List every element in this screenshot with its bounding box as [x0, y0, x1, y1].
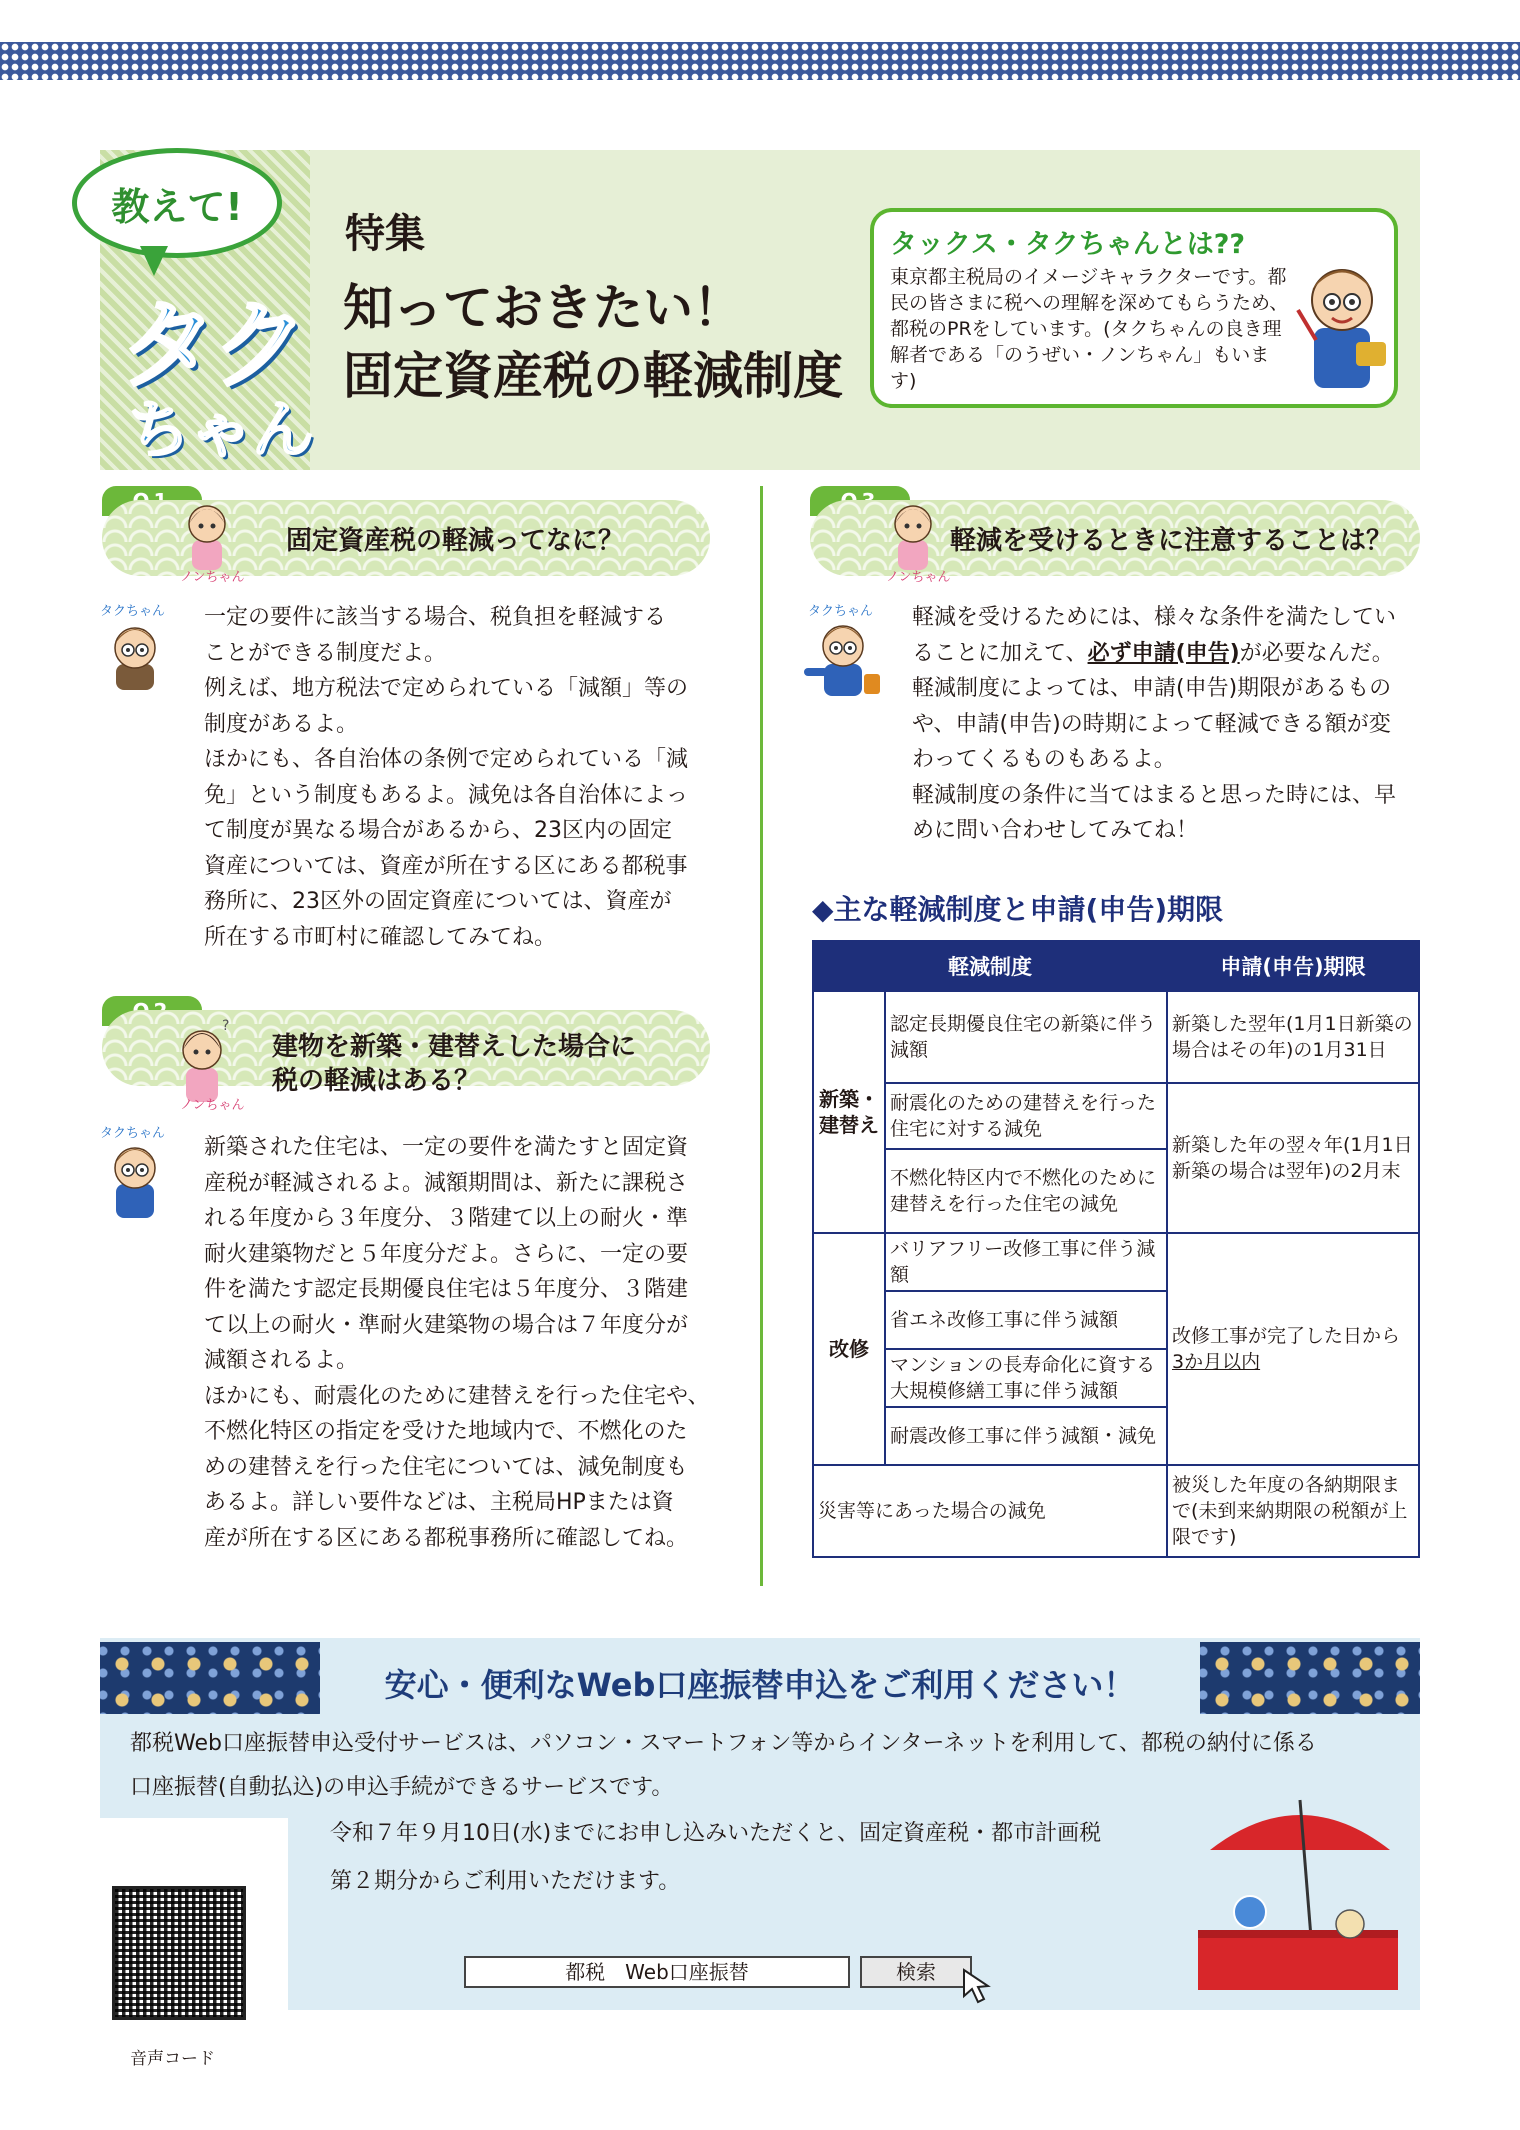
- q3-text: が必要なんだ。: [1239, 640, 1394, 666]
- table-cell: 被災した年度の各納期限まで(未到来納期限の税額が上限です): [1167, 1465, 1419, 1557]
- q1-line: 資産については、資産が所在する区にある都税事: [204, 853, 688, 879]
- column-divider: [760, 486, 763, 1586]
- q3-line: 軽減制度によっては、申請(申告)期限があるもの: [912, 676, 1392, 701]
- q1-line: ほかにも、各自治体の条例で定められている「減: [204, 747, 689, 772]
- search-button[interactable]: 検索: [860, 1956, 972, 1988]
- q3-emphasis: 必ず申請(申告): [1087, 640, 1240, 666]
- search-input[interactable]: 都税 Web口座振替: [464, 1956, 850, 1988]
- table-cell: 不燃化特区内で不燃化のために建替えを行った住宅の減免: [885, 1149, 1167, 1233]
- table-cell: マンションの長寿命化に資する大規模修繕工事に伴う減額: [885, 1349, 1167, 1407]
- taku-chan-label: タクちゃん: [808, 604, 874, 619]
- page-title-line1: 知っておきたい！: [343, 279, 743, 337]
- q2-line: れる年度から３年度分、３階建て以上の耐火・準: [204, 1206, 689, 1231]
- taku-chan-pointing-icon: [802, 618, 882, 698]
- q3-title: 軽減を受けるときに注意することは？: [950, 526, 1393, 556]
- non-chan-icon: [884, 494, 942, 574]
- q2-line: ほかにも、耐震化のために建替えを行った住宅や、: [204, 1383, 710, 1409]
- q3-line: 軽減制度の条件に当てはまると思った時には、早: [912, 782, 1397, 808]
- table-cell: 災害等にあった場合の減免: [813, 1465, 1167, 1557]
- table-cell: 耐震改修工事に伴う減額・減免: [885, 1407, 1167, 1465]
- q1-line: 免」という制度もあるよ。減免は各自治体によっ: [204, 782, 689, 808]
- table-cell: [1167, 1233, 1419, 1465]
- web-text-line2: 口座振替(自動払込)の申込手続ができるサービスです。: [130, 1775, 674, 1800]
- parasol-bench-illustration: [1190, 1790, 1410, 2000]
- q1-title: 固定資産税の軽減ってなに？: [286, 526, 625, 556]
- q3-answer: [912, 600, 1396, 849]
- category-reform: 改修: [813, 1233, 885, 1465]
- table-cell: 耐震化のための建替えを行った住宅に対する減免: [885, 1083, 1167, 1149]
- q3-line: めに問い合わせしてみてね！: [912, 818, 1199, 843]
- taku-chan-label: タクちゃん: [100, 604, 166, 619]
- q2-line: 新築された住宅は、一定の要件を満たすと固定資: [204, 1135, 689, 1160]
- character-info-box: [870, 208, 1398, 408]
- table-row: [813, 1465, 1419, 1557]
- q1-line: て制度が異なる場合があるから、23区内の固定: [204, 818, 672, 843]
- q2-title-line2: 税の軽減はある？: [272, 1066, 481, 1096]
- table-cell: 認定長期優良住宅の新築に伴う減額: [885, 991, 1167, 1083]
- taku-chan-label: タクちゃん: [100, 1126, 166, 1141]
- web-text-line4: 第２期分からご利用いただけます。: [330, 1869, 681, 1894]
- q1-line: ことができる制度だよ。: [204, 640, 447, 666]
- table-row: [813, 991, 1419, 1083]
- q2-line: 件を満たす認定長期優良住宅は５年度分、３階建: [204, 1277, 689, 1302]
- q1-line: 例えば、地方税法で定められている「減額」等の: [204, 676, 689, 701]
- feature-header: [100, 150, 1420, 470]
- deadline-text: 改修工事が完了した日から: [1172, 1325, 1401, 1347]
- q2-line: あるよ。詳しい要件などは、主税局HPまたは資: [204, 1490, 674, 1515]
- q1-line: 一定の要件に該当する場合、税負担を軽減する: [204, 605, 667, 630]
- svg-text:?: ?: [222, 1018, 230, 1034]
- table-row: [813, 1083, 1419, 1149]
- q3-line: わってくるものもあるよ。: [912, 747, 1176, 772]
- q3-line-emphasis: [912, 636, 1396, 672]
- q1-line: 務所に、23区外の固定資産については、資産が: [204, 889, 672, 914]
- page-title-line2: 固定資産税の軽減制度: [343, 347, 843, 405]
- table-cell: 新築した年の翌々年(1月1日新築の場合は翌年)の2月末: [1167, 1083, 1419, 1233]
- top-pattern-band: [0, 42, 1520, 80]
- speech-bubble: 教えて!: [72, 148, 282, 258]
- table-heading: ◆主な軽減制度と申請(申告)期限: [812, 893, 1224, 926]
- table-header-row: [813, 941, 1419, 991]
- q2-line: めの建替えを行った住宅については、減免制度も: [204, 1454, 688, 1480]
- feature-label: 特集: [345, 211, 425, 257]
- web-text-line1: 都税Web口座振替申込受付サービスは、パソコン・スマートフォン等からインターネットを利用して、都税の納付に係る: [130, 1731, 1317, 1756]
- taku-chan-icon: [104, 620, 166, 690]
- q1-line: 所在する市町村に確認してみてね。: [204, 924, 557, 950]
- floral-pattern-right: [1200, 1642, 1420, 1714]
- non-chan-label: ノンちゃん: [180, 570, 245, 585]
- cursor-arrow-icon: [960, 1966, 1004, 2010]
- q2-line: 減額されるよ。: [204, 1348, 359, 1373]
- q2-title-line1: 建物を新築・建替えした場合に: [272, 1032, 637, 1062]
- q2-line: 耐火建築物だと５年度分だよ。さらに、一定の要: [204, 1241, 689, 1267]
- q1-answer: [204, 600, 688, 955]
- web-panel-title: 安心・便利なWeb口座振替申込をご利用ください！: [384, 1666, 1136, 1704]
- floral-pattern-left: [100, 1642, 320, 1714]
- info-title: タックス・タクちゃんとは??: [890, 229, 1246, 260]
- table-cell: 新築した翌年(1月1日新築の場合はその年)の1月31日: [1167, 991, 1419, 1083]
- reduction-table: [812, 940, 1420, 1558]
- q3-line: 軽減を受けるためには、様々な条件を満たしてい: [912, 605, 1397, 630]
- non-chan-label: ノンちゃん: [886, 570, 951, 585]
- table-cell: 省エネ改修工事に伴う減額: [885, 1291, 1167, 1349]
- taku-chan-pointing-icon: [1292, 250, 1392, 400]
- col-header-deadline: 申請(申告)期限: [1167, 941, 1419, 991]
- q2-line: 産税が軽減されるよ。減額期間は、新たに課税さ: [204, 1170, 689, 1196]
- q3-line: や、申請(申告)の時期によって軽減できる額が変: [912, 711, 1391, 737]
- q2-line: 産が所在する区にある都税事務所に確認してね。: [204, 1525, 689, 1551]
- info-text: 東京都主税局のイメージキャラクターです。都民の皆さまに税への理解を深めてもらうため、都税のPRをしています。(タクちゃんの良き理解者である「のうぜい・ノンちゃん」もいます): [890, 266, 1289, 392]
- q1-line: 制度があるよ。: [204, 711, 359, 737]
- table-row: [813, 1233, 1419, 1291]
- q2-answer: [204, 1130, 710, 1556]
- non-chan-icon: [178, 494, 236, 574]
- q3-text: ることに加えて、: [912, 640, 1088, 666]
- voice-code-label: 音声コード: [130, 2049, 215, 2069]
- series-logo-taku: タク: [120, 290, 304, 402]
- q2-line: 不燃化特区の指定を受けた地域内で、不燃化のた: [204, 1419, 688, 1444]
- col-header-system: 軽減制度: [813, 941, 1167, 991]
- table-cell: バリアフリー改修工事に伴う減額: [885, 1233, 1167, 1291]
- series-logo-chan: ちゃん: [128, 393, 315, 466]
- non-chan-thinking-icon: [170, 1016, 234, 1106]
- deadline-emphasis: 3か月以内: [1172, 1351, 1261, 1373]
- voice-code-qr: [112, 1886, 246, 2020]
- taku-chan-icon: [104, 1140, 166, 1218]
- web-text-line3: 令和７年９月10日(水)までにお申し込みいただくと、固定資産税・都市計画税: [330, 1821, 1102, 1846]
- q2-line: て以上の耐火・準耐火建築物の場合は７年度分が: [204, 1312, 689, 1338]
- non-chan-label: ノンちゃん: [180, 1098, 245, 1113]
- category-new-build: 新築・建替え: [813, 991, 885, 1233]
